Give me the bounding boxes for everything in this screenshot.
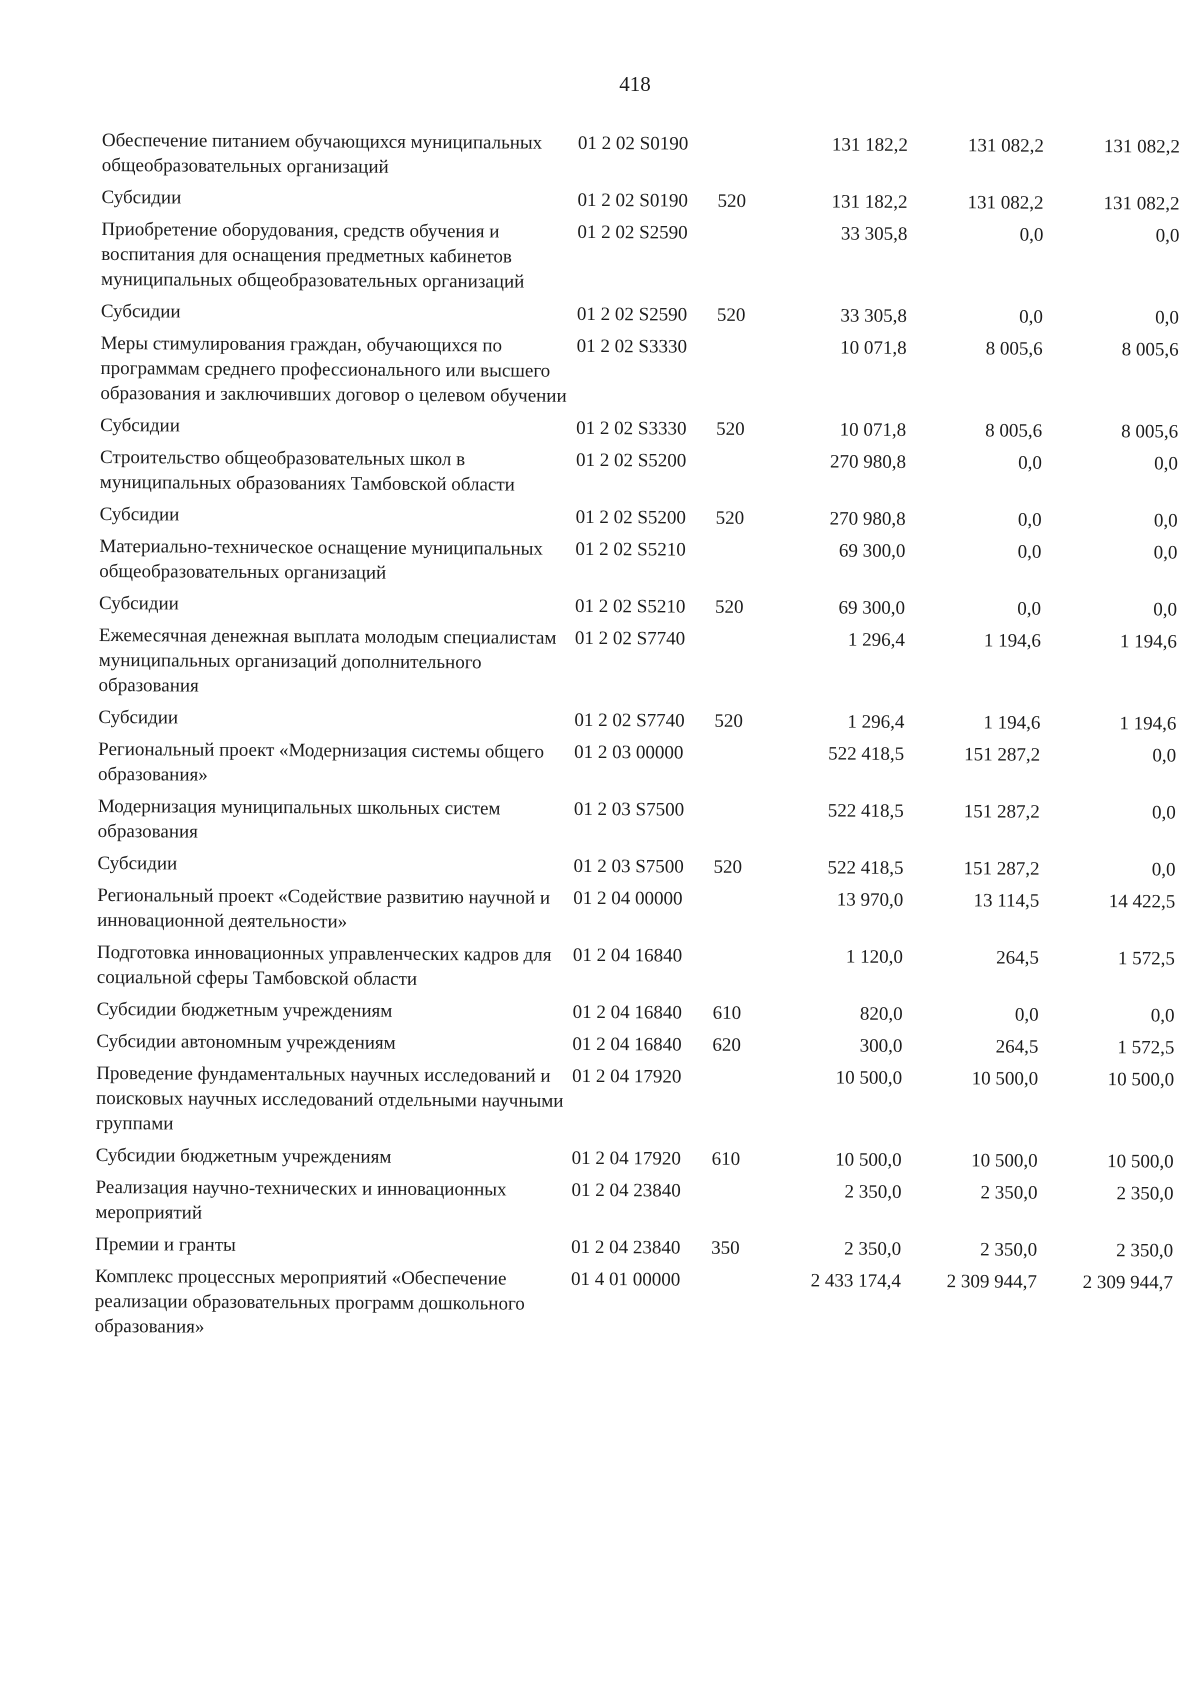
amount-year-3: 0,0 (1154, 453, 1179, 475)
amount-year-2: 0,0 (1019, 306, 1043, 328)
amount-year-2: 264,5 (995, 1036, 1039, 1058)
amount-year-1: 69 300,0 (838, 597, 906, 619)
expense-type-code: 520 (715, 507, 745, 529)
amount-year-2: 2 350,0 (980, 1239, 1038, 1261)
amount-year-2: 13 114,5 (973, 890, 1040, 912)
target-article-code: 01 2 04 16840 (572, 944, 683, 967)
amount-year-3: 2 309 944,7 (1082, 1272, 1174, 1294)
expense-type-code (711, 1268, 762, 1350)
item-name: Обеспечение питанием обучающихся муниципальных общеобразовательных организаций (101, 129, 543, 178)
target-article-code: 01 2 02 S0190 (577, 189, 688, 212)
amount-year-1: 10 500,0 (835, 1149, 902, 1171)
amount-year-2: 131 082,2 (967, 192, 1044, 214)
amount-year-3: 131 082,2 (1103, 136, 1180, 158)
amount-year-2: 10 500,0 (971, 1068, 1039, 1090)
item-name: Модернизация муниципальных школьных систем образования (97, 795, 501, 843)
amount-year-3: 10 500,0 (1107, 1069, 1175, 1091)
amount-year-1: 522 418,5 (828, 743, 905, 765)
amount-year-3: 131 082,2 (1103, 193, 1180, 215)
expense-type-code: 610 (711, 1148, 741, 1170)
amount-year-3: 0,0 (1152, 745, 1177, 767)
expense-type-code (714, 741, 764, 798)
table-row (101, 217, 1179, 306)
item-name: Субсидии (99, 592, 179, 615)
amount-year-1: 820,0 (859, 1003, 903, 1025)
expense-type-code: 520 (714, 710, 743, 732)
target-article-code: 01 2 02 S7740 (574, 709, 685, 732)
amount-year-1: 10 071,8 (840, 337, 907, 359)
table-row (95, 1264, 1173, 1353)
target-article-code: 01 2 03 S7500 (573, 798, 685, 821)
amount-year-2: 0,0 (1018, 452, 1043, 474)
amount-year-3: 2 350,0 (1116, 1240, 1174, 1262)
target-article-code: 01 2 04 17920 (572, 1065, 682, 1088)
target-article-code: 01 2 02 S7740 (574, 627, 686, 650)
expense-type-code: 520 (716, 304, 746, 326)
expense-type-code: 520 (716, 418, 745, 440)
item-name: Подготовка инновационных управленческих кадров для социальной сферы Тамбовской области (96, 941, 552, 990)
amount-year-1: 270 980,8 (829, 508, 906, 530)
amount-year-1: 300,0 (859, 1035, 903, 1057)
item-name: Меры стимулирования граждан, обучающихся по программам среднего профессионального или высшего образования и заключивших договор о целевом обучении (100, 332, 567, 407)
target-article-code: 01 2 04 23840 (571, 1236, 681, 1259)
amount-year-2: 8 005,6 (985, 420, 1043, 442)
target-article-code: 01 2 02 S5200 (575, 449, 687, 472)
amount-year-3: 0,0 (1153, 599, 1178, 621)
amount-year-1: 33 305,8 (840, 223, 908, 245)
item-name: Премии и гранты (95, 1233, 236, 1256)
amount-year-3: 0,0 (1155, 225, 1180, 247)
amount-year-1: 69 300,0 (838, 540, 906, 562)
expense-type-code: 520 (715, 596, 744, 618)
expense-type-code: 520 (717, 190, 747, 212)
expense-type-code: 620 (712, 1034, 741, 1056)
expense-type-code (716, 449, 766, 506)
amount-year-2: 0,0 (1017, 541, 1042, 563)
amount-year-1: 131 182,2 (831, 191, 908, 213)
expense-type-code: 350 (711, 1237, 740, 1259)
item-name: Субсидии (101, 186, 182, 209)
table-row (97, 883, 1175, 947)
amount-year-3: 1 194,6 (1119, 713, 1177, 735)
budget-table-body (95, 128, 1180, 1353)
item-name: Комплекс процессных мероприятий «Обеспечение реализации образовательных программ дошкольного образования» (94, 1265, 525, 1338)
amount-year-3: 0,0 (1153, 510, 1178, 532)
amount-year-3: 0,0 (1151, 859, 1176, 881)
item-name: Субсидии (98, 706, 179, 729)
item-name: Субсидии (100, 300, 181, 323)
amount-year-1: 10 071,8 (839, 419, 907, 441)
target-article-code: 01 2 02 S0190 (577, 132, 689, 155)
amount-year-3: 14 422,5 (1108, 891, 1176, 913)
item-name: Реализация научно-технических и инновационных мероприятий (95, 1176, 507, 1224)
expense-type-code (713, 944, 763, 1001)
amount-year-1: 131 182,2 (831, 134, 908, 156)
amount-year-3: 1 194,6 (1119, 631, 1177, 653)
table-row (97, 940, 1175, 1004)
table-row (98, 737, 1176, 801)
amount-year-2: 0,0 (1019, 224, 1044, 246)
amount-year-3: 0,0 (1155, 307, 1179, 329)
amount-year-1: 1 120,0 (845, 946, 904, 968)
item-name: Материально-техническое оснащение муниципальных общеобразовательных организаций (99, 535, 544, 584)
amount-year-1: 1 296,4 (847, 629, 905, 651)
amount-year-1: 33 305,8 (840, 305, 907, 327)
amount-year-2: 8 005,6 (985, 338, 1043, 360)
target-article-code: 01 2 02 S5210 (575, 595, 686, 618)
amount-year-2: 151 287,2 (963, 858, 1040, 880)
expense-type-code (716, 335, 766, 417)
item-name: Субсидии автономным учреждениям (96, 1030, 396, 1054)
expense-type-code (714, 627, 765, 709)
target-article-code: 01 2 04 00000 (573, 887, 683, 910)
amount-year-3: 8 005,6 (1121, 339, 1179, 361)
budget-table (95, 128, 1180, 1353)
item-name: Проведение фундаментальных научных исследований и поисковых научных исследований отдельными научными группами (95, 1062, 564, 1135)
target-article-code: 01 2 02 S2590 (576, 303, 688, 326)
target-article-code: 01 2 03 00000 (574, 741, 684, 764)
target-article-code: 01 2 04 16840 (572, 1001, 682, 1024)
amount-year-2: 1 194,6 (983, 630, 1041, 652)
amount-year-2: 0,0 (1017, 598, 1042, 620)
expense-type-code: 520 (713, 856, 743, 878)
table-row (98, 794, 1176, 858)
item-name: Субсидии бюджетным учреждениям (95, 1144, 392, 1168)
table-row (98, 623, 1176, 712)
amount-year-2: 151 287,2 (964, 744, 1041, 766)
amount-year-1: 270 980,8 (829, 451, 907, 473)
expense-type-code (717, 221, 768, 303)
expense-type-code (715, 538, 765, 595)
expense-type-code (712, 1065, 762, 1147)
expense-type-code (713, 887, 763, 944)
expense-type-code (718, 132, 768, 189)
table-row (95, 1175, 1173, 1239)
target-article-code: 01 2 02 S3330 (576, 417, 687, 440)
item-name: Субсидии (97, 852, 178, 875)
amount-year-2: 10 500,0 (971, 1150, 1038, 1172)
amount-year-3: 0,0 (1150, 1005, 1175, 1027)
target-article-code: 01 2 02 S2590 (577, 221, 688, 244)
item-name: Приобретение оборудования, средств обучения и воспитания для оснащения предметных кабинетов муниципальных общеобразовательных организаций (101, 218, 525, 293)
expense-type-code (714, 798, 764, 855)
amount-year-2: 264,5 (996, 947, 1040, 969)
amount-year-2: 1 194,6 (983, 712, 1041, 734)
item-name: Региональный проект «Содействие развитию научной и инновационной деятельности» (97, 884, 551, 933)
amount-year-3: 1 572,5 (1117, 948, 1176, 970)
target-article-code: 01 2 02 S5200 (575, 506, 687, 529)
amount-year-2: 151 287,2 (963, 801, 1040, 823)
target-article-code: 01 2 04 23840 (571, 1179, 681, 1202)
amount-year-3: 0,0 (1152, 802, 1176, 824)
table-row (100, 445, 1178, 509)
table-row (99, 534, 1177, 598)
item-name: Субсидии (100, 414, 180, 437)
target-article-code: 01 2 02 S5210 (575, 538, 686, 561)
item-name: Субсидии (99, 503, 180, 526)
amount-year-1: 2 350,0 (844, 1181, 902, 1203)
amount-year-1: 2 350,0 (844, 1238, 902, 1260)
page-number: 418 (619, 72, 651, 96)
table-row (102, 128, 1180, 192)
amount-year-3: 2 350,0 (1116, 1183, 1174, 1205)
item-name: Региональный проект «Модернизация системы общего образования» (97, 738, 545, 786)
item-name: Строительство общеобразовательных школ в муниципальных образованиях Тамбовской области (99, 446, 515, 496)
target-article-code: 01 2 04 17920 (571, 1147, 682, 1170)
amount-year-3: 0,0 (1153, 542, 1178, 564)
amount-year-2: 2 309 944,7 (946, 1271, 1038, 1293)
amount-year-2: 2 350,0 (980, 1182, 1038, 1204)
item-name: Субсидии бюджетным учреждениям (96, 998, 393, 1022)
target-article-code: 01 2 04 16840 (572, 1033, 682, 1056)
expense-type-code (711, 1179, 761, 1236)
amount-year-1: 522 418,5 (827, 857, 904, 879)
target-article-code: 01 2 03 S7500 (573, 855, 684, 878)
amount-year-2: 0,0 (1017, 509, 1042, 531)
amount-year-1: 2 433 174,4 (810, 1270, 902, 1292)
amount-year-3: 1 572,5 (1117, 1037, 1175, 1059)
amount-year-1: 1 296,4 (847, 711, 905, 733)
expense-type-code: 610 (712, 1002, 742, 1024)
item-name: Ежемесячная денежная выплата молодым специалистам муниципальных организаций дополнительного образования (98, 624, 557, 697)
amount-year-3: 10 500,0 (1107, 1151, 1174, 1173)
target-article-code: 01 2 02 S3330 (576, 335, 688, 358)
amount-year-1: 10 500,0 (835, 1067, 903, 1089)
amount-year-3: 8 005,6 (1121, 421, 1179, 443)
amount-year-1: 13 970,0 (836, 889, 904, 911)
table-row (96, 1061, 1174, 1150)
table-row (100, 331, 1178, 420)
amount-year-1: 522 418,5 (827, 800, 904, 822)
amount-year-2: 131 082,2 (967, 135, 1044, 157)
amount-year-2: 0,0 (1014, 1004, 1039, 1026)
target-article-code: 01 4 01 00000 (570, 1268, 681, 1291)
